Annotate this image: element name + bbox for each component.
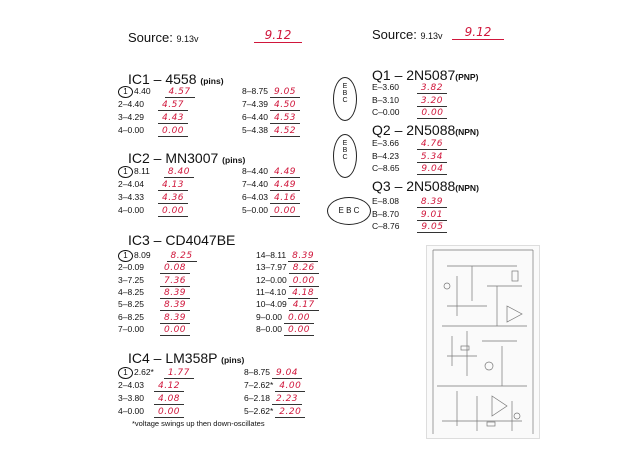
pin-dash: – bbox=[122, 311, 128, 322]
pin-number: 10 bbox=[256, 299, 266, 310]
pin-measured-voltage: 8.39 bbox=[160, 314, 190, 324]
ic2-pin-7-row bbox=[242, 179, 300, 191]
pin-voltage: 8.75 bbox=[253, 367, 271, 377]
pin-dash: – bbox=[378, 221, 383, 231]
pin-number: 5 bbox=[118, 299, 123, 310]
pin-dash: – bbox=[122, 262, 128, 273]
pin-number: 2 bbox=[118, 262, 123, 273]
pin-dash: – bbox=[248, 406, 254, 416]
pin-voltage: 4.38 bbox=[251, 125, 269, 135]
pin-measured-voltage: 0.00 bbox=[160, 326, 190, 336]
ic2-title: IC2 – MN3007 (pins) bbox=[128, 150, 246, 166]
pin-number: 12 bbox=[256, 274, 266, 285]
pin-dash: – bbox=[265, 250, 271, 260]
pin-voltage: 8.25 bbox=[127, 311, 145, 322]
pin-dash: – bbox=[378, 107, 383, 117]
q1-pin-C-row bbox=[372, 107, 447, 119]
source-value: 9.13v bbox=[176, 34, 199, 44]
pin-measured-voltage: 8.40 bbox=[164, 168, 194, 178]
pin-measured-voltage: 0.00 bbox=[284, 314, 314, 324]
pin-voltage: 4.40 bbox=[251, 179, 269, 189]
pin-number: 6 bbox=[118, 311, 123, 322]
ic3-pin-2-row bbox=[118, 262, 190, 274]
source-left bbox=[128, 30, 198, 45]
pin-number: 5 bbox=[242, 205, 247, 215]
pin-number: 2 bbox=[118, 179, 123, 189]
pin-dash: – bbox=[246, 125, 252, 135]
ic3-pin-7-row bbox=[118, 324, 190, 336]
pin-voltage: 0.00 bbox=[382, 107, 400, 117]
pin-voltage: 8.11 bbox=[134, 166, 150, 176]
pin-number: 7 bbox=[242, 99, 247, 109]
ic4-note: *voltage swings up then down-oscillates bbox=[132, 419, 265, 428]
pin-voltage: 4.10 bbox=[269, 286, 287, 297]
ic3-pin-13-row bbox=[256, 262, 319, 274]
q1-title: Q1 – 2N5087(PNP) bbox=[372, 67, 479, 83]
pin-voltage: 4.23 bbox=[382, 150, 399, 161]
pin-measured-voltage: 3.20 bbox=[417, 97, 447, 107]
pin-voltage: 0.00 bbox=[127, 125, 145, 135]
pin-number: 7 bbox=[244, 380, 249, 390]
pin-voltage: 0.00 bbox=[127, 406, 145, 416]
pin-voltage: 0.00 bbox=[265, 323, 283, 334]
q1-pin-E-row bbox=[372, 82, 447, 94]
ic2-pin-6-row bbox=[242, 192, 300, 204]
pin-dash: – bbox=[265, 262, 271, 273]
ic3-pin-11-row bbox=[256, 287, 318, 299]
ic4-pin-1-row bbox=[118, 367, 194, 379]
pin-voltage: 4.39 bbox=[251, 99, 269, 109]
pin-measured-voltage: 3.82 bbox=[417, 84, 447, 94]
pin-measured-voltage: 4.52 bbox=[270, 127, 300, 137]
pin-number-circled: 1 bbox=[118, 367, 133, 379]
pin-voltage: 4.40 bbox=[127, 99, 145, 109]
pin-measured-voltage: 8.39 bbox=[417, 198, 447, 208]
pin-voltage: 2.62* bbox=[253, 406, 274, 416]
pin-number-circled: 1 bbox=[118, 250, 133, 262]
pin-dash: – bbox=[246, 205, 252, 215]
pin-measured-voltage: 8.39 bbox=[288, 252, 318, 262]
pin-dash: – bbox=[248, 367, 254, 377]
pin-voltage: 8.76 bbox=[382, 221, 400, 231]
pin-number: B bbox=[372, 208, 378, 219]
pin-dash: – bbox=[122, 112, 128, 122]
pin-number: 8 bbox=[256, 323, 261, 334]
pin-measured-voltage: 4.17 bbox=[289, 301, 319, 311]
ic4-pin-6-row bbox=[244, 393, 302, 405]
pin-measured-voltage: 4.57 bbox=[158, 101, 188, 111]
source-value: 9.13v bbox=[420, 31, 443, 41]
ic2-pin-5-row bbox=[242, 205, 300, 217]
ic4-pin-8-row bbox=[244, 367, 302, 379]
ic1-pin-5-row bbox=[242, 125, 300, 137]
pin-measured-voltage: 4.49 bbox=[270, 181, 300, 191]
pin-number: 5 bbox=[242, 125, 247, 135]
pin-dash: – bbox=[122, 380, 128, 390]
q1-pinout-oval: E B C bbox=[333, 77, 357, 121]
pin-dash: – bbox=[122, 286, 128, 297]
pin-measured-voltage: 4.76 bbox=[417, 140, 447, 150]
pin-measured-voltage: 2.20 bbox=[275, 408, 305, 418]
pin-number: 8 bbox=[242, 166, 247, 176]
source-label: Source: bbox=[128, 30, 173, 45]
pin-voltage: 3.60 bbox=[382, 82, 399, 92]
pin-voltage: 4.40 bbox=[251, 166, 269, 176]
pin-dash: – bbox=[246, 179, 252, 189]
pin-number: 14 bbox=[256, 250, 266, 260]
pin-number-circled: 1 bbox=[118, 166, 133, 178]
pin-number: 13 bbox=[256, 262, 266, 273]
ic1-pin-1-row bbox=[118, 86, 195, 98]
pin-measured-voltage: 0.00 bbox=[154, 408, 184, 418]
q1-pin-B-row bbox=[372, 95, 447, 107]
pin-dash: – bbox=[122, 205, 128, 215]
pin-voltage: 3.80 bbox=[127, 393, 145, 403]
pin-number: E bbox=[372, 196, 378, 206]
pin-number: 4 bbox=[118, 205, 123, 215]
pin-measured-voltage: 9.05 bbox=[270, 88, 300, 98]
source-right bbox=[372, 27, 442, 42]
pin-voltage: 0.00 bbox=[251, 205, 269, 215]
pin-voltage: 4.29 bbox=[127, 112, 145, 122]
q2-pin-C-row bbox=[372, 163, 447, 175]
pin-dash: – bbox=[377, 82, 383, 92]
ic3-pin-1-row bbox=[118, 250, 197, 262]
pin-measured-voltage: 7.36 bbox=[160, 277, 190, 287]
ic2-pin-4-row bbox=[118, 205, 188, 217]
pin-measured-voltage: 4.36 bbox=[158, 194, 188, 204]
pin-voltage: 8.25 bbox=[127, 299, 145, 310]
ic3-pin-10-row bbox=[256, 299, 319, 311]
pin-number: 2 bbox=[118, 99, 123, 109]
pin-measured-voltage: 4.57 bbox=[165, 88, 195, 98]
pin-number: 8 bbox=[242, 86, 247, 96]
pin-number: 3 bbox=[118, 274, 123, 285]
pin-voltage: 7.97 bbox=[270, 262, 287, 273]
pin-voltage: 0.00 bbox=[270, 274, 287, 285]
ic4-pin-2-row bbox=[118, 380, 184, 392]
ic3-title: IC3 – CD4047BE bbox=[128, 232, 236, 248]
pin-number: C bbox=[372, 163, 379, 173]
ic4-pin-4-row bbox=[118, 406, 184, 418]
pin-dash: – bbox=[264, 286, 270, 297]
pin-dash: – bbox=[122, 323, 128, 334]
pin-voltage: 4.03 bbox=[251, 192, 269, 202]
pin-measured-voltage: 4.08 bbox=[154, 395, 184, 405]
pin-number: 9 bbox=[256, 311, 261, 322]
pin-dash: – bbox=[265, 274, 271, 285]
pin-dash: – bbox=[248, 380, 254, 390]
pin-measured-voltage: 0.08 bbox=[160, 264, 190, 274]
ic1-pin-6-row bbox=[242, 112, 300, 124]
pin-number-circled: 1 bbox=[118, 86, 133, 98]
source-right-handwritten: 9.12 bbox=[452, 25, 504, 40]
pin-voltage: 0.00 bbox=[127, 205, 145, 215]
pin-measured-voltage: 9.04 bbox=[417, 165, 447, 175]
ic1-pin-2-row bbox=[118, 99, 188, 111]
pin-measured-voltage: 4.49 bbox=[270, 168, 300, 178]
pin-measured-voltage: 4.18 bbox=[288, 289, 318, 299]
pin-voltage: 8.70 bbox=[382, 208, 399, 219]
pin-measured-voltage: 4.13 bbox=[158, 181, 188, 191]
pin-measured-voltage: 8.39 bbox=[160, 289, 190, 299]
pin-dash: – bbox=[122, 299, 128, 310]
pin-measured-voltage: 0.00 bbox=[270, 207, 300, 217]
pin-number: 3 bbox=[118, 393, 123, 403]
pin-dash: – bbox=[122, 99, 128, 109]
pin-measured-voltage: 9.05 bbox=[417, 223, 447, 233]
ic2-pin-1-row bbox=[118, 166, 194, 178]
pin-measured-voltage: 4.53 bbox=[270, 114, 300, 124]
pin-measured-voltage: 5.34 bbox=[417, 153, 447, 163]
pin-voltage: 4.40 bbox=[134, 86, 151, 96]
pin-measured-voltage: 0.00 bbox=[417, 109, 447, 119]
pin-dash: – bbox=[265, 299, 271, 310]
pin-voltage: 4.09 bbox=[270, 299, 287, 310]
pin-voltage: 3.10 bbox=[382, 94, 399, 105]
pin-dash: – bbox=[246, 99, 252, 109]
pin-measured-voltage: 9.04 bbox=[272, 369, 302, 379]
source-label: Source: bbox=[372, 27, 417, 42]
pin-voltage: 3.66 bbox=[382, 138, 399, 148]
ic2-pin-8-row bbox=[242, 166, 300, 178]
pin-dash: – bbox=[378, 163, 383, 173]
ic1-pin-7-row bbox=[242, 99, 300, 111]
ic4-pin-7-row bbox=[244, 380, 305, 392]
pin-number: 7 bbox=[118, 323, 123, 334]
pin-voltage: 4.04 bbox=[127, 179, 145, 189]
pin-voltage: 4.40 bbox=[251, 112, 269, 122]
q2-title: Q2 – 2N5088(NPN) bbox=[372, 122, 479, 138]
pin-voltage: 2.18 bbox=[253, 393, 271, 403]
pin-measured-voltage: 0.00 bbox=[158, 127, 188, 137]
schematic-drawing bbox=[427, 246, 539, 438]
pin-measured-voltage: 2.23 bbox=[272, 395, 302, 405]
ic2-pin-2-row bbox=[118, 179, 188, 191]
pin-dash: – bbox=[122, 274, 128, 285]
q3-pin-E-row bbox=[372, 196, 447, 208]
pin-voltage: 8.65 bbox=[382, 163, 400, 173]
pin-dash: – bbox=[122, 125, 128, 135]
q3-pin-C-row bbox=[372, 221, 447, 233]
ic3-pin-9-row bbox=[256, 312, 314, 324]
ic3-pin-4-row bbox=[118, 287, 190, 299]
pin-voltage: 2.62* bbox=[253, 380, 274, 390]
ic1-title: IC1 – 4558 (pins) bbox=[128, 71, 224, 87]
pin-dash: – bbox=[246, 166, 252, 176]
pin-voltage: 4.03 bbox=[127, 380, 145, 390]
q2-pinout-oval: E B C bbox=[333, 134, 357, 178]
pin-dash: – bbox=[377, 138, 383, 148]
q3-pinout-oval: E B C bbox=[327, 197, 371, 225]
pin-voltage: 8.75 bbox=[251, 86, 269, 96]
pin-voltage: 8.11 bbox=[270, 250, 287, 260]
pin-voltage: 7.25 bbox=[127, 274, 145, 285]
pin-measured-voltage: 9.01 bbox=[417, 211, 447, 221]
pin-measured-voltage: 1.77 bbox=[164, 369, 194, 379]
pin-dash: – bbox=[122, 192, 128, 202]
pin-dash: – bbox=[246, 86, 252, 96]
q3-pin-B-row bbox=[372, 209, 447, 221]
ic4-title: IC4 – LM358P (pins) bbox=[128, 350, 245, 366]
pin-number: 2 bbox=[118, 380, 123, 390]
pin-dash: – bbox=[260, 323, 266, 334]
pin-voltage: 0.00 bbox=[127, 323, 145, 334]
pin-number: C bbox=[372, 107, 379, 117]
pin-measured-voltage: 4.50 bbox=[270, 101, 300, 111]
source-left-handwritten: 9.12 bbox=[254, 28, 302, 43]
pin-number: E bbox=[372, 138, 378, 148]
ic3-pin-14-row bbox=[256, 250, 318, 262]
pin-dash: – bbox=[260, 311, 266, 322]
pin-measured-voltage: 0.00 bbox=[289, 277, 319, 287]
pin-number: 11 bbox=[256, 286, 265, 297]
pin-dash: – bbox=[122, 393, 128, 403]
pin-dash: – bbox=[377, 94, 383, 105]
pin-voltage: 4.33 bbox=[127, 192, 145, 202]
pin-number: B bbox=[372, 150, 378, 161]
pin-number: C bbox=[372, 221, 379, 231]
pin-measured-voltage: 8.25 bbox=[167, 252, 197, 262]
pin-voltage: 8.08 bbox=[382, 196, 399, 206]
pin-number: 3 bbox=[118, 112, 123, 122]
pin-voltage: 8.09 bbox=[134, 250, 151, 260]
pin-dash: – bbox=[377, 150, 383, 161]
pin-number: 4 bbox=[118, 286, 123, 297]
pin-number: 8 bbox=[244, 367, 249, 377]
pin-dash: – bbox=[246, 112, 252, 122]
ic4-pin-5-row bbox=[244, 406, 305, 418]
pin-dash: – bbox=[122, 179, 128, 189]
pin-dash: – bbox=[377, 196, 383, 206]
pin-number: 7 bbox=[242, 179, 247, 189]
pin-number: 6 bbox=[242, 112, 247, 122]
pin-dash: – bbox=[122, 406, 128, 416]
ic4-pin-3-row bbox=[118, 393, 184, 405]
pin-number: 3 bbox=[118, 192, 123, 202]
pin-voltage: 8.25 bbox=[127, 286, 145, 297]
ic3-pin-6-row bbox=[118, 312, 190, 324]
pin-measured-voltage: 8.26 bbox=[289, 264, 319, 274]
pin-measured-voltage: 0.00 bbox=[284, 326, 314, 336]
ic3-pin-3-row bbox=[118, 275, 190, 287]
q3-title: Q3 – 2N5088(NPN) bbox=[372, 178, 479, 194]
pin-measured-voltage: 4.16 bbox=[270, 194, 300, 204]
pin-dash: – bbox=[377, 208, 383, 219]
pin-measured-voltage: 0.00 bbox=[158, 207, 188, 217]
pin-number: 4 bbox=[118, 125, 123, 135]
schematic-photo bbox=[426, 245, 540, 439]
pin-dash: – bbox=[246, 192, 252, 202]
ic1-pin-3-row bbox=[118, 112, 188, 124]
ic2-pin-3-row bbox=[118, 192, 188, 204]
q2-pin-E-row bbox=[372, 138, 447, 150]
pin-dash: – bbox=[248, 393, 254, 403]
pin-number: 6 bbox=[242, 192, 247, 202]
ic3-pin-8-row bbox=[256, 324, 314, 336]
pin-number: 5 bbox=[244, 406, 249, 416]
pin-measured-voltage: 8.39 bbox=[160, 301, 190, 311]
pin-number: B bbox=[372, 94, 378, 105]
pin-voltage: 0.00 bbox=[265, 311, 283, 322]
q2-pin-B-row bbox=[372, 151, 447, 163]
pin-voltage: 2.62* bbox=[134, 367, 154, 377]
pin-voltage: 0.09 bbox=[127, 262, 145, 273]
pin-measured-voltage: 4.12 bbox=[154, 382, 184, 392]
ic1-pin-8-row bbox=[242, 86, 300, 98]
pin-number: 6 bbox=[244, 393, 249, 403]
pin-number: 4 bbox=[118, 406, 123, 416]
ic3-pin-5-row bbox=[118, 299, 190, 311]
ic1-pin-4-row bbox=[118, 125, 188, 137]
pin-measured-voltage: 4.43 bbox=[158, 114, 188, 124]
ic3-pin-12-row bbox=[256, 275, 319, 287]
pin-measured-voltage: 4.00 bbox=[275, 382, 305, 392]
pin-number: E bbox=[372, 82, 378, 92]
